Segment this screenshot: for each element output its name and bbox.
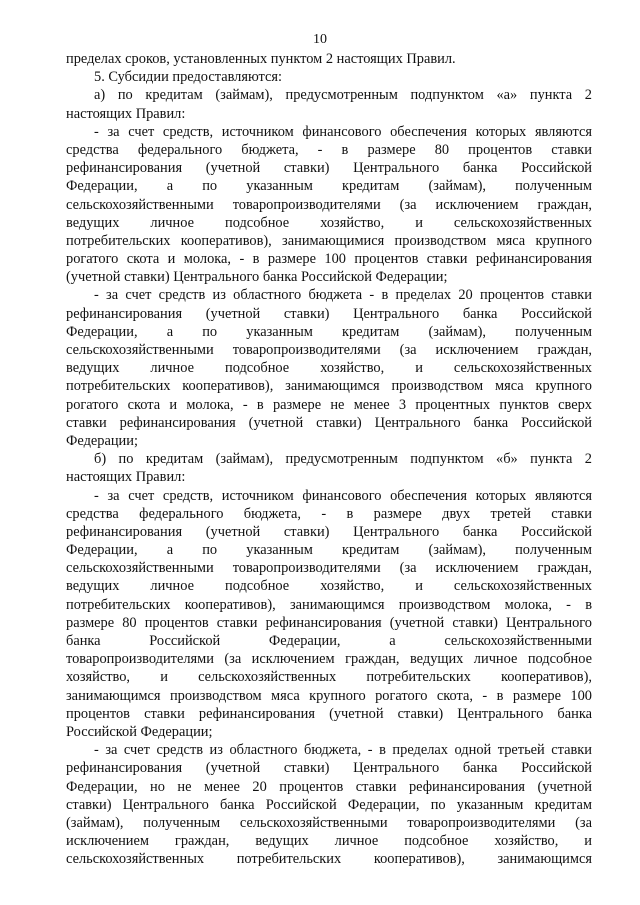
document-body bbox=[66, 50, 592, 868]
text-line: сельскохозяйственных потребительских кооперативов), занимающимся bbox=[66, 851, 592, 868]
text-line: средства федерального бюджета, - в размере 80 процентов ставки bbox=[66, 141, 592, 158]
text-line: ставки рефинансирования (учетной ставки) Центрального банка Российской bbox=[66, 414, 592, 431]
text-line: Федерации, но не менее 20 процентов ставки рефинансирования (учетной bbox=[66, 778, 592, 795]
text-line: Федерации, а по указанным кредитам (займам), полученным bbox=[66, 542, 592, 559]
text-line: рефинансирования (учетной ставки) Центрального банка Российской bbox=[66, 760, 592, 777]
text-line: Федерации, а по указанным кредитам (займам), полученным bbox=[66, 178, 592, 195]
text-line: размере 80 процентов ставки рефинансирования (учетной ставки) Центрального bbox=[66, 614, 592, 631]
text-line: хозяйство, и сельскохозяйственных потребительских кооперативов), bbox=[66, 669, 592, 686]
text-line: (займам), полученным сельскохозяйственными товаропроизводителями (за bbox=[66, 814, 592, 831]
text-line: потребительских кооперативов), занимающимися производством мяса крупного bbox=[66, 232, 592, 249]
text-line: занимающимся производством мяса крупного рогатого скота, - в размере 100 bbox=[66, 687, 592, 704]
text-line: сельскохозяйственными товаропроизводителями (за исключением граждан, bbox=[66, 560, 592, 577]
text-line: рогатого скота и молока, - в размере не менее 3 процентных пунктов сверх bbox=[66, 396, 592, 413]
text-line: пределах сроков, установленных пунктом 2 настоящих Правил. bbox=[66, 51, 456, 67]
text-line: настоящих Правил: bbox=[66, 105, 186, 122]
text-line: Федерации; bbox=[66, 432, 138, 449]
text-line: - за счет средств, источником финансового обеспечения которых являются bbox=[94, 123, 592, 140]
text-line: рогатого скота и молока, - в размере 100 процентов ставки рефинансирования bbox=[66, 251, 592, 268]
text-line: настоящих Правил: bbox=[66, 469, 186, 486]
text-line: средства федерального бюджета, - в размере двух третей ставки bbox=[66, 505, 592, 522]
text-line: 5. Субсидии предоставляются: bbox=[94, 69, 283, 86]
text-line: (учетной ставки) Центрального банка Российской Федерации; bbox=[66, 269, 448, 286]
text-line: сельскохозяйственными товаропроизводителями (за исключением граждан, bbox=[66, 342, 592, 358]
text-line: процентов ставки рефинансирования (учетной ставки) Центрального банка bbox=[66, 705, 592, 722]
text-line: ведущих личное подсобное хозяйство, и сельскохозяйственных bbox=[66, 214, 592, 231]
text-line: ведущих личное подсобное хозяйство, и сельскохозяйственных bbox=[66, 360, 592, 377]
text-line: Федерации, а по указанным кредитам (займам), полученным bbox=[66, 323, 592, 340]
text-line: потребительских кооперативов), занимающимся производством мяса крупного bbox=[66, 378, 592, 395]
text-line: Российской Федерации; bbox=[66, 723, 213, 740]
text-line: товаропроизводителями (за исключением граждан, ведущих личное подсобное bbox=[66, 651, 592, 668]
text-line: ставки) Центрального банка Российской Федерации, по указанным кредитам bbox=[66, 796, 592, 813]
text-line: потребительских кооперативов), занимающимся производством молока, - в bbox=[66, 596, 592, 613]
page-number: 10 bbox=[313, 32, 327, 47]
text-line: рефинансирования (учетной ставки) Центрального банка Российской bbox=[66, 523, 592, 540]
text-line: - за счет средств из областного бюджета - в пределах 20 процентов ставки bbox=[94, 287, 592, 304]
text-line: исключением граждан, ведущих личное подсобное хозяйство, и bbox=[66, 833, 592, 850]
text-line: - за счет средств из областного бюджета, - в пределах одной третьей ставки bbox=[94, 742, 592, 759]
text-line: рефинансирования (учетной ставки) Центрального банка Российской bbox=[66, 305, 592, 322]
text-line: ведущих личное подсобное хозяйство, и сельскохозяйственных bbox=[66, 578, 592, 595]
text-line: - за счет средств, источником финансового обеспечения которых являются bbox=[94, 487, 592, 504]
text-line: сельскохозяйственными товаропроизводителями (за исключением граждан, bbox=[66, 196, 592, 213]
text-line: б) по кредитам (займам), предусмотренным подпунктом «б» пункта 2 bbox=[94, 451, 592, 468]
text-line: банка Российской Федерации, а сельскохозяйственными bbox=[66, 633, 592, 649]
text-line: а) по кредитам (займам), предусмотренным подпунктом «а» пункта 2 bbox=[94, 87, 592, 104]
text-line: рефинансирования (учетной ставки) Центрального банка Российской bbox=[66, 160, 592, 177]
